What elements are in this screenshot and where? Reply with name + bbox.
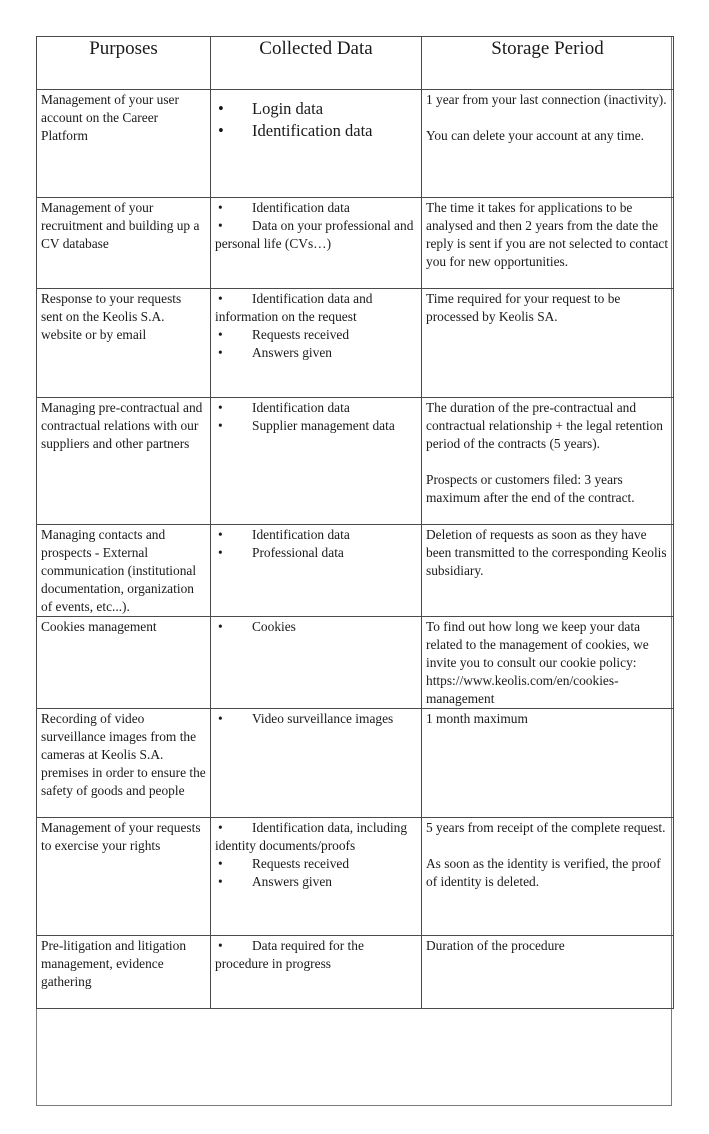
list-item: • Identification data <box>215 526 417 544</box>
collected-data-list <box>215 526 417 562</box>
purpose-cell: Management of your requests to exercise your rights <box>37 818 211 936</box>
header-storage-period: Storage Period <box>422 37 674 90</box>
table-row <box>37 709 674 818</box>
table-row <box>37 617 674 709</box>
purpose-cell: Recording of video surveillance images from the cameras at Keolis S.A. premises in order to ensure the safety of goods and people <box>37 709 211 818</box>
storage-period-cell <box>422 818 674 936</box>
storage-text: You can delete your account at any time. <box>426 128 645 143</box>
list-item: • Data required for the procedure in progress <box>215 937 417 973</box>
table-row <box>37 198 674 289</box>
list-item: • Requests received <box>215 326 417 344</box>
list-item: • Professional data <box>215 544 417 562</box>
purpose-cell: Managing pre-contractual and contractual relations with our suppliers and other partners <box>37 398 211 525</box>
list-item: • Video surveillance images <box>215 710 417 728</box>
collected-data-cell <box>211 617 422 709</box>
purpose-cell: Response to your requests sent on the Keolis S.A. website or by email <box>37 289 211 398</box>
storage-text: To find out how long we keep your data related to the management of cookies, we invite you to consult our cookie policy: https://www.keolis.com/en/cookies-management <box>426 619 649 706</box>
list-item: • Identification data <box>215 199 417 217</box>
storage-text: Duration of the procedure <box>426 938 565 953</box>
collected-data-cell <box>211 818 422 936</box>
collected-data-list <box>215 290 417 362</box>
collected-data-cell <box>211 709 422 818</box>
data-retention-table <box>36 36 674 1009</box>
list-item: • Identification data <box>215 120 417 142</box>
collected-data-list <box>215 98 417 142</box>
storage-text: The duration of the pre-contractual and contractual relationship + the legal retention period of the contracts (5 years). <box>426 400 663 451</box>
list-item: • Supplier management data <box>215 417 417 435</box>
table-row <box>37 936 674 1009</box>
storage-text: The time it takes for applications to be analysed and then 2 years from the date the reply is sent if you are not selected to contact you for new opportunities. <box>426 200 669 269</box>
header-collected-data: Collected Data <box>211 37 422 90</box>
purpose-cell: Management of your user account on the Career Platform <box>37 90 211 198</box>
storage-period-cell <box>422 525 674 617</box>
storage-period-cell <box>422 709 674 818</box>
table-row <box>37 525 674 617</box>
collected-data-list <box>215 199 417 253</box>
header-purposes: Purposes <box>37 37 211 90</box>
collected-data-list <box>215 399 417 435</box>
table-row <box>37 90 674 198</box>
storage-period-cell <box>422 198 674 289</box>
table-row <box>37 398 674 525</box>
storage-period-cell <box>422 398 674 525</box>
purpose-cell: Pre-litigation and litigation management, evidence gathering <box>37 936 211 1009</box>
storage-text: As soon as the identity is verified, the proof of identity is deleted. <box>426 856 661 889</box>
list-item: • Answers given <box>215 344 417 362</box>
storage-period-cell <box>422 289 674 398</box>
collected-data-list <box>215 937 417 973</box>
purpose-cell: Managing contacts and prospects - External communication (institutional documentation, organization of events, etc...). <box>37 525 211 617</box>
purpose-cell: Cookies management <box>37 617 211 709</box>
collected-data-cell <box>211 398 422 525</box>
collected-data-cell <box>211 198 422 289</box>
collected-data-cell <box>211 90 422 198</box>
table-row <box>37 289 674 398</box>
storage-text: Prospects or customers filed: 3 years maximum after the end of the contract. <box>426 472 635 505</box>
list-item: • Answers given <box>215 873 417 891</box>
collected-data-list <box>215 819 417 891</box>
storage-period-cell <box>422 936 674 1009</box>
table-row <box>37 818 674 936</box>
storage-text: Time required for your request to be processed by Keolis SA. <box>426 291 621 324</box>
table-header-row <box>37 37 674 90</box>
collected-data-list <box>215 710 417 728</box>
list-item: • Identification data, including identity documents/proofs <box>215 819 417 855</box>
list-item: • Identification data and information on the request <box>215 290 417 326</box>
list-item: • Data on your professional and personal life (CVs…) <box>215 217 417 253</box>
collected-data-list <box>215 618 417 636</box>
list-item: • Requests received <box>215 855 417 873</box>
storage-text: 5 years from receipt of the complete request. <box>426 820 666 835</box>
list-item: • Cookies <box>215 618 417 636</box>
storage-text: 1 year from your last connection (inactivity). <box>426 92 667 107</box>
storage-period-cell <box>422 617 674 709</box>
purpose-cell: Management of your recruitment and building up a CV database <box>37 198 211 289</box>
storage-text: Deletion of requests as soon as they have been transmitted to the corresponding Keolis subsidiary. <box>426 527 667 578</box>
collected-data-cell <box>211 289 422 398</box>
list-item: • Identification data <box>215 399 417 417</box>
storage-period-cell <box>422 90 674 198</box>
storage-text: 1 month maximum <box>426 711 528 726</box>
collected-data-cell <box>211 525 422 617</box>
collected-data-cell <box>211 936 422 1009</box>
list-item: • Login data <box>215 98 417 120</box>
